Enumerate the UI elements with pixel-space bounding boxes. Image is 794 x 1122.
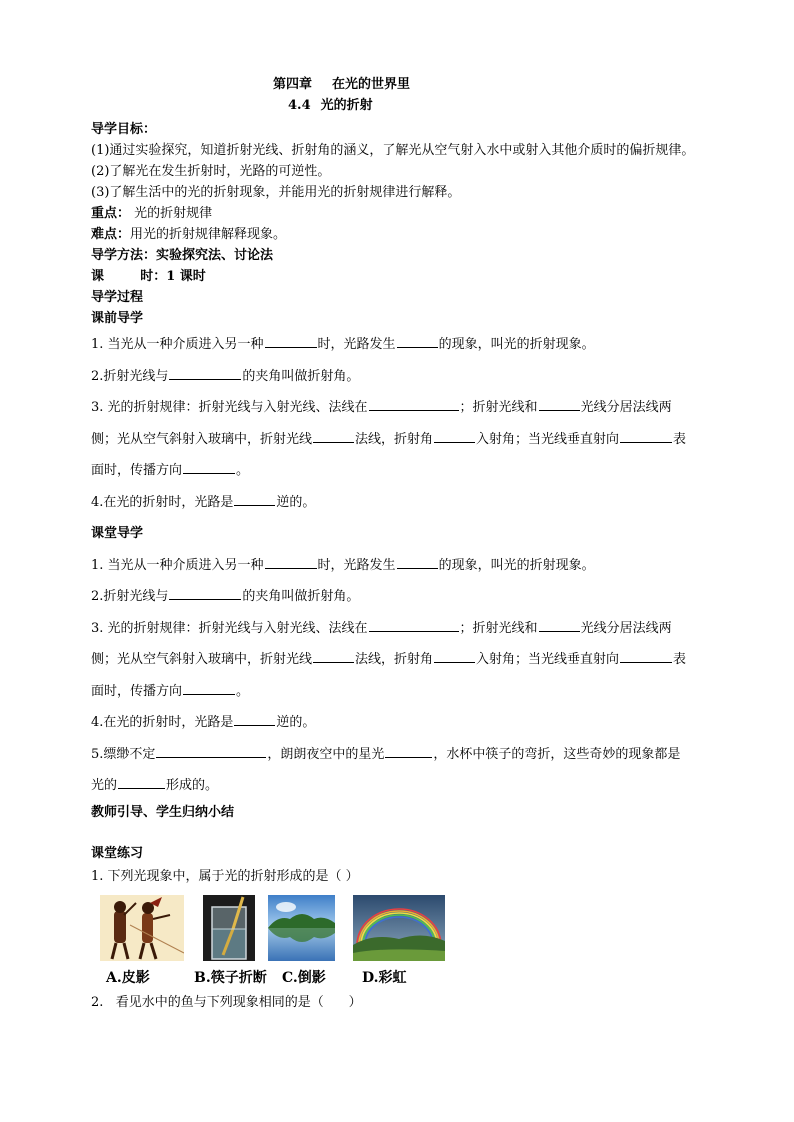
pre-question-2: 2.折射光线与 的夹角叫做折射角。	[91, 361, 703, 393]
practice-question-1: 1. 下列光现象中，属于光的折射形成的是（ ）	[91, 868, 359, 884]
answer-blank[interactable]	[369, 618, 459, 632]
pre-study-title: 课前导学	[91, 311, 144, 326]
class-question-3-cont: 侧；光从空气斜射入玻璃中，折射光线 法线，折射角 入射角；当光线垂直射向 表	[91, 644, 703, 676]
goal-item-1: (1)通过实验探究，知道折射光线、折射角的涵义，了解光从空气射入水中或射入其他介质时的偏折规律。	[91, 143, 695, 158]
option-images	[91, 895, 703, 990]
option-a[interactable]: A.皮影	[106, 969, 150, 986]
pre-question-3: 3. 光的折射规律：折射光线与入射光线、法线在 ；折射光线和 光线分居法线两	[91, 392, 703, 424]
period: 课 时：1 课时	[91, 269, 206, 284]
answer-blank[interactable]	[434, 649, 475, 663]
answer-blank[interactable]	[313, 649, 354, 663]
practice-question-2: 2. 看见水中的鱼与下列现象相同的是（ ）	[91, 994, 362, 1010]
method: 导学方法：实验探究法、讨论法	[91, 248, 274, 263]
answer-blank[interactable]	[183, 460, 235, 474]
pre-question-3-cont: 侧；光从空气斜射入玻璃中，折射光线 法线，折射角 入射角；当光线垂直射向 表	[91, 424, 703, 456]
answer-blank[interactable]	[539, 618, 580, 632]
class-question-5: 5.缥缈不定 ，朗朗夜空中的星光 ，水杯中筷子的弯折，这些奇妙的现象都是	[91, 739, 703, 771]
goal-item-2: (2)了解光在发生折射时，光路的可逆性。	[91, 164, 331, 179]
answer-blank[interactable]	[369, 397, 459, 411]
answer-blank[interactable]	[620, 649, 672, 663]
answer-blank[interactable]	[234, 712, 275, 726]
class-question-2: 2.折射光线与 的夹角叫做折射角。	[91, 581, 703, 613]
reflection-image	[268, 895, 335, 961]
process-title: 导学过程	[91, 290, 144, 305]
section-title: 4.4 光的折射	[288, 98, 373, 113]
document-page	[91, 76, 703, 1013]
pre-question-1: 1. 当光从一种介质进入另一种 时，光路发生 的现象，叫光的折射现象。	[91, 329, 703, 361]
option-d[interactable]: D.彩虹	[362, 969, 407, 986]
answer-blank[interactable]	[539, 397, 580, 411]
answer-blank[interactable]	[385, 744, 432, 758]
practice-title: 课堂练习	[91, 845, 144, 861]
goals-label: 导学目标：	[91, 122, 157, 137]
answer-blank[interactable]	[234, 492, 275, 506]
class-question-5-end: 光的 形成的。	[91, 770, 703, 802]
chopsticks-in-water-image	[203, 895, 255, 961]
class-question-3-end: 面时，传播方向 。	[91, 676, 703, 708]
pre-question-4: 4.在光的折射时，光路是 逆的。	[91, 487, 703, 519]
summary-heading: 教师引导、学生归纳小结	[91, 804, 235, 820]
pre-question-3-end: 面时，传播方向 。	[91, 455, 703, 487]
rainbow-image	[353, 895, 445, 961]
answer-blank[interactable]	[313, 429, 354, 443]
answer-blank[interactable]	[397, 555, 438, 569]
class-study-title: 课堂导学	[91, 526, 144, 541]
option-labels	[106, 967, 407, 987]
answer-blank[interactable]	[265, 555, 317, 569]
key-point: 重点： 光的折射规律	[91, 206, 213, 221]
class-question-3: 3. 光的折射规律：折射光线与入射光线、法线在 ；折射光线和 光线分居法线两	[91, 613, 703, 645]
class-question-4: 4.在光的折射时，光路是 逆的。	[91, 707, 703, 739]
answer-blank[interactable]	[397, 334, 438, 348]
answer-blank[interactable]	[183, 681, 235, 695]
answer-blank[interactable]	[620, 429, 672, 443]
answer-blank[interactable]	[169, 586, 241, 600]
chapter-title: 第四章 在光的世界里	[273, 77, 411, 92]
answer-blank[interactable]	[169, 366, 241, 380]
answer-blank[interactable]	[118, 775, 165, 789]
goal-item-3: (3)了解生活中的光的折射现象，并能用光的折射规律进行解释。	[91, 185, 461, 200]
shadow-puppet-image	[100, 895, 184, 961]
difficulty-point: 难点：用光的折射规律解释现象。	[91, 227, 287, 242]
option-b[interactable]: B.筷子折断	[194, 969, 267, 986]
answer-blank[interactable]	[265, 334, 317, 348]
answer-blank[interactable]	[434, 429, 475, 443]
answer-blank[interactable]	[156, 744, 266, 758]
option-c[interactable]: C.倒影	[282, 969, 326, 986]
class-question-1: 1. 当光从一种介质进入另一种 时，光路发生 的现象，叫光的折射现象。	[91, 550, 703, 582]
